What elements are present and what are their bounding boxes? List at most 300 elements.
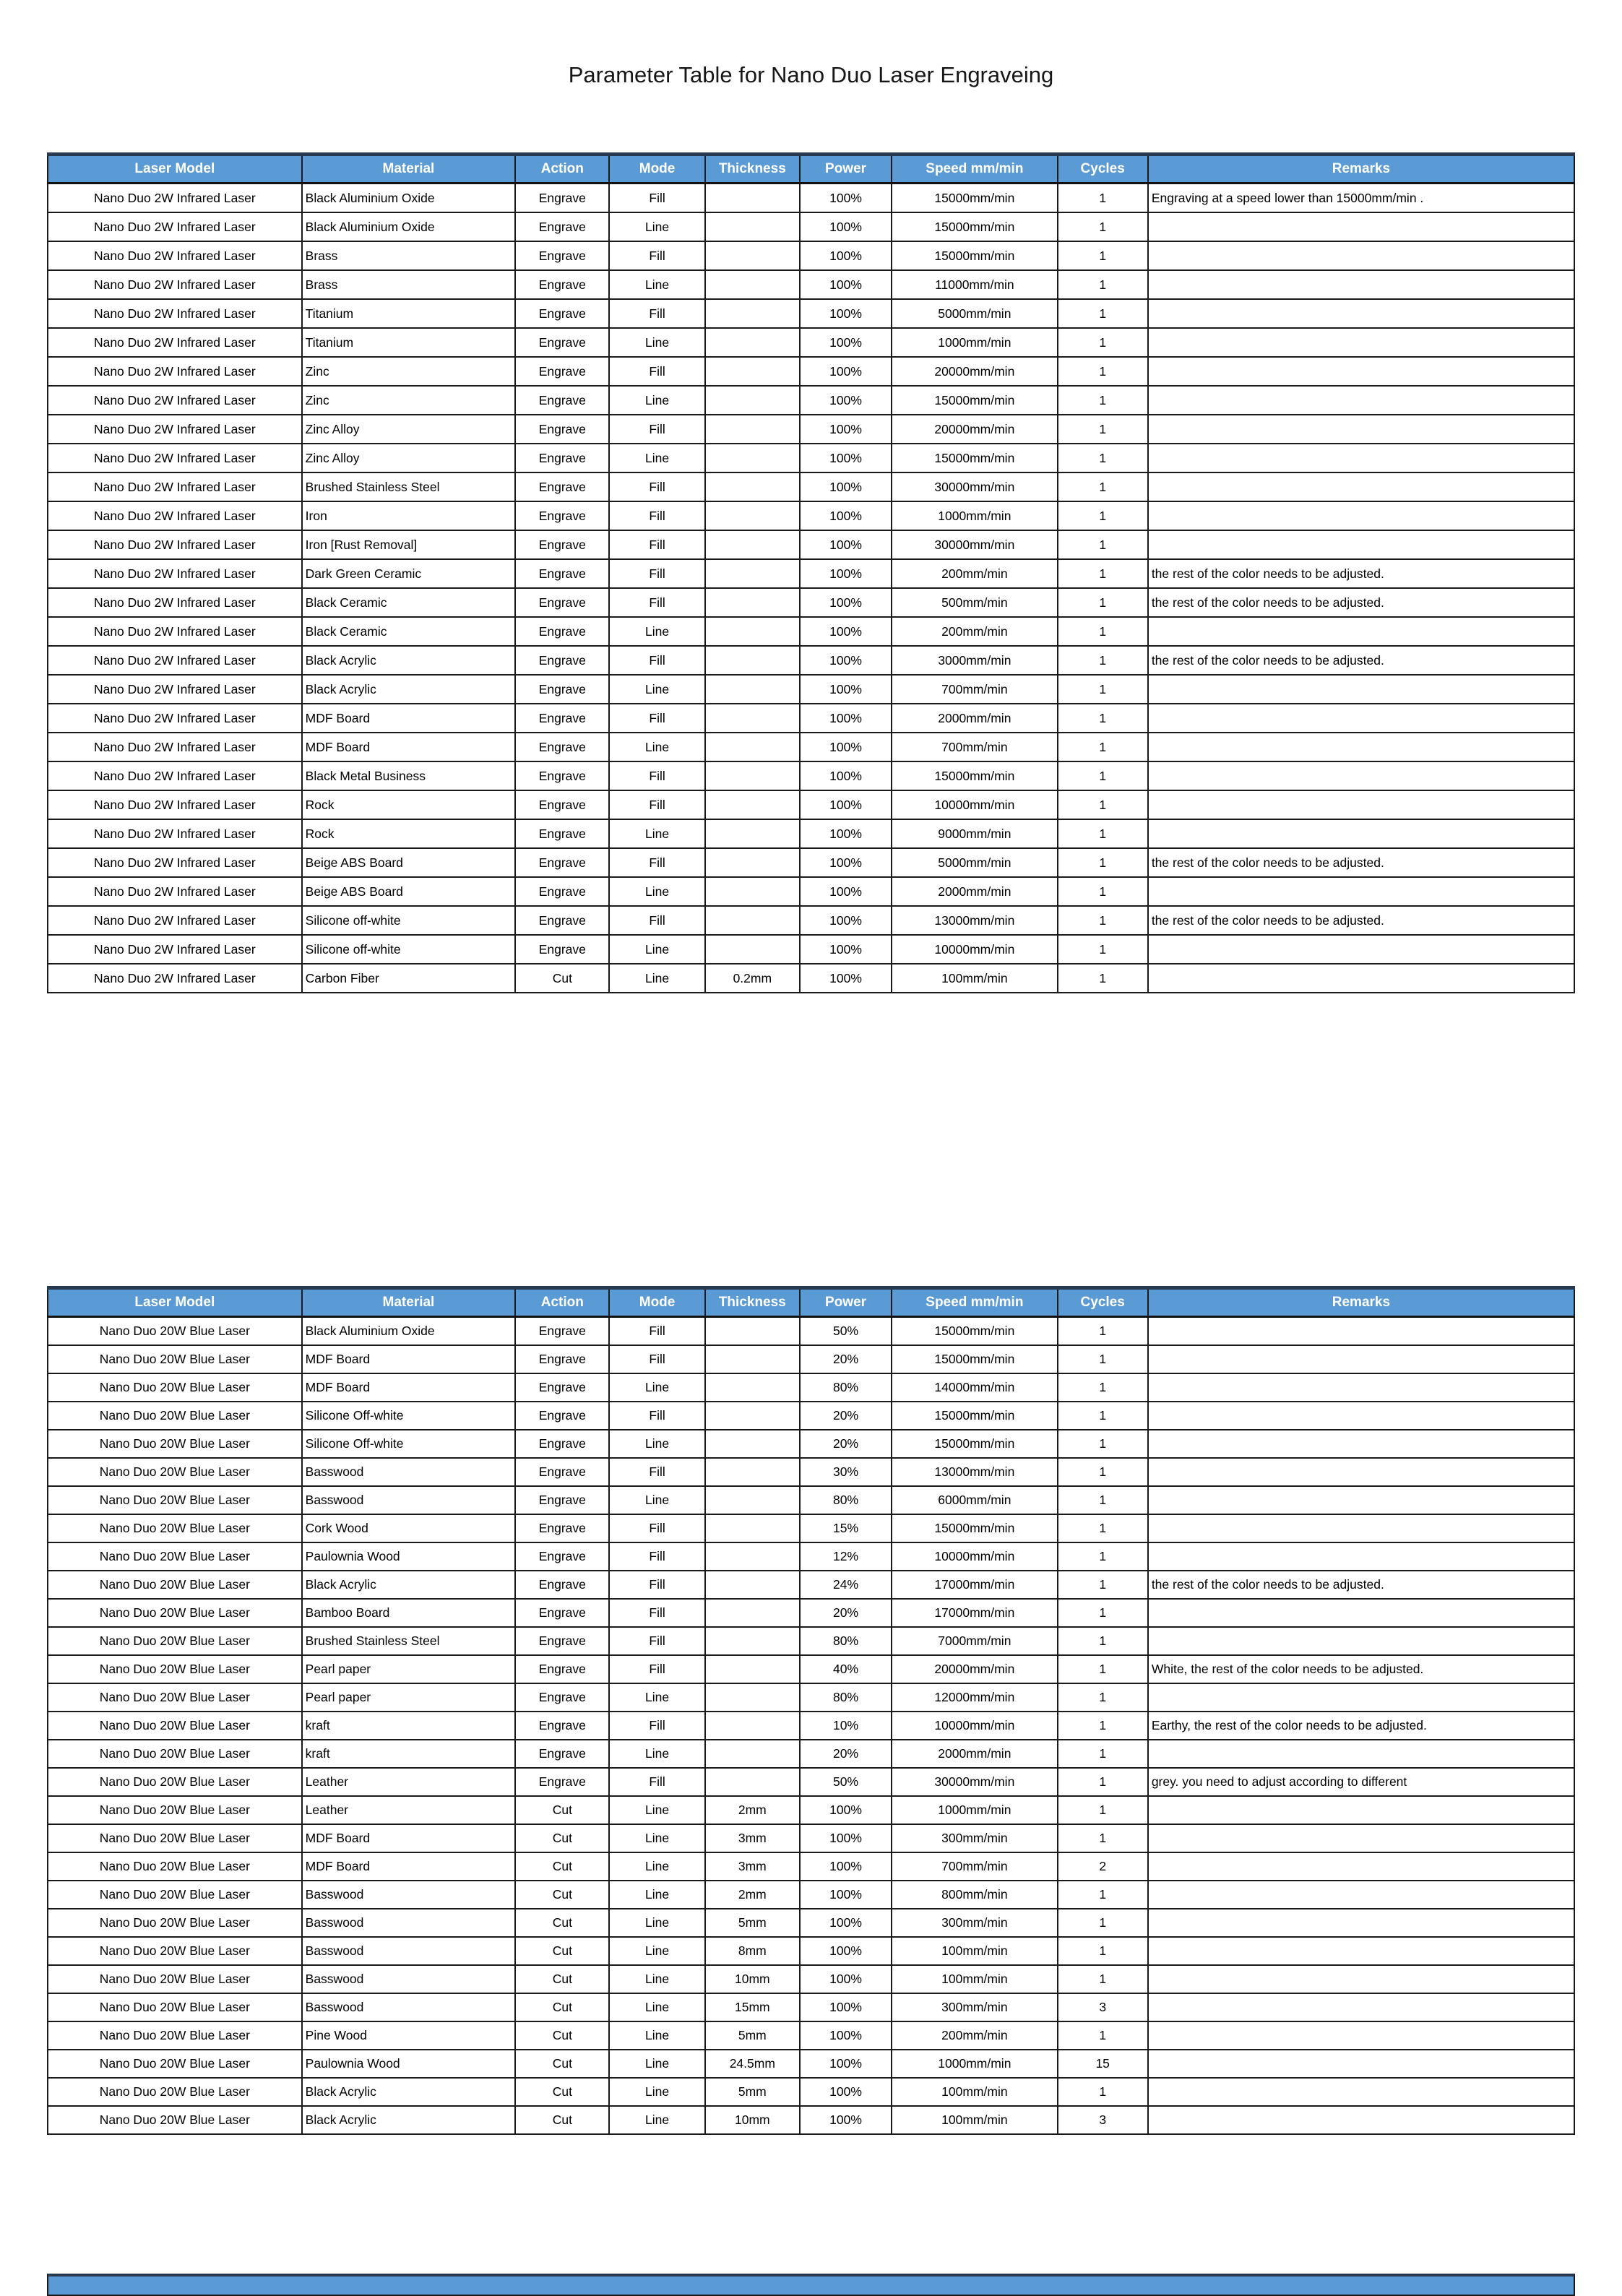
power-cell: 100%	[800, 2078, 892, 2106]
power-cell: 20%	[800, 1345, 892, 1373]
thickness-cell	[705, 848, 800, 877]
power-cell: 100%	[800, 1993, 892, 2021]
speed-cell: 17000mm/min	[892, 1599, 1057, 1627]
column-header-material: Material	[302, 155, 516, 184]
action-cell: Cut	[515, 2078, 609, 2106]
thickness-cell: 8mm	[705, 1937, 800, 1965]
remarks-cell	[1148, 2050, 1574, 2078]
power-cell: 100%	[800, 877, 892, 906]
remarks-cell	[1148, 1317, 1574, 1346]
remarks-cell	[1148, 1402, 1574, 1430]
power-cell: 100%	[800, 790, 892, 819]
cycles-cell: 1	[1058, 1514, 1148, 1542]
laser-model-cell: Nano Duo 20W Blue Laser	[48, 1768, 302, 1796]
cycles-cell: 1	[1058, 935, 1148, 964]
remarks-cell	[1148, 2078, 1574, 2106]
speed-cell: 100mm/min	[892, 2106, 1057, 2134]
action-cell: Engrave	[515, 472, 609, 501]
mode-cell: Fill	[609, 1571, 704, 1599]
thickness-cell	[705, 1430, 800, 1458]
remarks-cell	[1148, 1683, 1574, 1712]
table-row	[48, 2021, 1574, 2050]
material-cell: Basswood	[302, 1937, 516, 1965]
table-row	[48, 1937, 1574, 1965]
remarks-cell: the rest of the color needs to be adjusted.	[1148, 559, 1574, 588]
speed-cell: 10000mm/min	[892, 935, 1057, 964]
speed-cell: 10000mm/min	[892, 790, 1057, 819]
material-cell: Rock	[302, 790, 516, 819]
remarks-cell	[1148, 357, 1574, 386]
mode-cell: Line	[609, 444, 704, 472]
column-header-power: Power	[800, 1288, 892, 1317]
action-cell: Engrave	[515, 1430, 609, 1458]
action-cell: Engrave	[515, 935, 609, 964]
table-row	[48, 1740, 1574, 1768]
table-row	[48, 877, 1574, 906]
table-row	[48, 1599, 1574, 1627]
power-cell: 100%	[800, 935, 892, 964]
cycles-cell: 1	[1058, 1317, 1148, 1346]
thickness-cell	[705, 675, 800, 704]
material-cell: Black Acrylic	[302, 2106, 516, 2134]
remarks-cell	[1148, 704, 1574, 733]
speed-cell: 7000mm/min	[892, 1627, 1057, 1655]
cycles-cell: 2	[1058, 1852, 1148, 1881]
material-cell: Black Aluminium Oxide	[302, 212, 516, 241]
material-cell: Titanium	[302, 299, 516, 328]
thickness-cell	[705, 733, 800, 761]
action-cell: Engrave	[515, 530, 609, 559]
table-row	[48, 1430, 1574, 1458]
remarks-cell: the rest of the color needs to be adjusted.	[1148, 588, 1574, 617]
speed-cell: 17000mm/min	[892, 1571, 1057, 1599]
remarks-cell	[1148, 935, 1574, 964]
table-row	[48, 1655, 1574, 1683]
table-row	[48, 1627, 1574, 1655]
power-cell: 100%	[800, 1937, 892, 1965]
column-header-cycles: Cycles	[1058, 1288, 1148, 1317]
remarks-cell	[1148, 1909, 1574, 1937]
mode-cell: Fill	[609, 1712, 704, 1740]
thickness-cell	[705, 1712, 800, 1740]
mode-cell: Fill	[609, 1514, 704, 1542]
thickness-cell	[705, 241, 800, 270]
table-row	[48, 790, 1574, 819]
header-row	[48, 155, 1574, 184]
laser-model-cell: Nano Duo 2W Infrared Laser	[48, 646, 302, 675]
laser-model-cell: Nano Duo 20W Blue Laser	[48, 1317, 302, 1346]
thickness-cell	[705, 357, 800, 386]
remarks-cell	[1148, 241, 1574, 270]
table-row	[48, 386, 1574, 415]
cycles-cell: 1	[1058, 1571, 1148, 1599]
cycles-cell: 1	[1058, 617, 1148, 646]
power-cell: 100%	[800, 212, 892, 241]
mode-cell: Line	[609, 1824, 704, 1852]
power-cell: 100%	[800, 1965, 892, 1993]
power-cell: 100%	[800, 472, 892, 501]
speed-cell: 10000mm/min	[892, 1712, 1057, 1740]
remarks-cell	[1148, 2021, 1574, 2050]
table-row	[48, 704, 1574, 733]
cutoff-table-header-bar	[47, 2274, 1575, 2296]
action-cell: Engrave	[515, 1599, 609, 1627]
laser-model-cell: Nano Duo 2W Infrared Laser	[48, 270, 302, 299]
material-cell: Pine Wood	[302, 2021, 516, 2050]
power-cell: 50%	[800, 1768, 892, 1796]
speed-cell: 1000mm/min	[892, 1796, 1057, 1824]
action-cell: Cut	[515, 1881, 609, 1909]
remarks-cell	[1148, 1993, 1574, 2021]
power-cell: 100%	[800, 2021, 892, 2050]
thickness-cell	[705, 790, 800, 819]
action-cell: Engrave	[515, 761, 609, 790]
thickness-cell: 3mm	[705, 1824, 800, 1852]
speed-cell: 1000mm/min	[892, 501, 1057, 530]
table-row	[48, 1881, 1574, 1909]
action-cell: Engrave	[515, 386, 609, 415]
thickness-cell	[705, 1740, 800, 1768]
laser-model-cell: Nano Duo 2W Infrared Laser	[48, 935, 302, 964]
material-cell: Iron [Rust Removal]	[302, 530, 516, 559]
thickness-cell	[705, 819, 800, 848]
column-header-action: Action	[515, 1288, 609, 1317]
material-cell: MDF Board	[302, 1852, 516, 1881]
thickness-cell: 2mm	[705, 1796, 800, 1824]
speed-cell: 13000mm/min	[892, 1458, 1057, 1486]
cycles-cell: 1	[1058, 1881, 1148, 1909]
action-cell: Cut	[515, 2021, 609, 2050]
power-cell: 100%	[800, 501, 892, 530]
cycles-cell: 1	[1058, 761, 1148, 790]
material-cell: Zinc Alloy	[302, 415, 516, 444]
remarks-cell: the rest of the color needs to be adjusted.	[1148, 848, 1574, 877]
table-row	[48, 935, 1574, 964]
cycles-cell: 1	[1058, 2021, 1148, 2050]
power-cell: 15%	[800, 1514, 892, 1542]
speed-cell: 300mm/min	[892, 1824, 1057, 1852]
table-row	[48, 530, 1574, 559]
mode-cell: Line	[609, 2050, 704, 2078]
thickness-cell	[705, 1599, 800, 1627]
remarks-cell: Engraving at a speed lower than 15000mm/min .	[1148, 184, 1574, 213]
remarks-cell	[1148, 1796, 1574, 1824]
action-cell: Engrave	[515, 1768, 609, 1796]
speed-cell: 2000mm/min	[892, 1740, 1057, 1768]
speed-cell: 100mm/min	[892, 964, 1057, 993]
speed-cell: 5000mm/min	[892, 299, 1057, 328]
cycles-cell: 1	[1058, 559, 1148, 588]
action-cell: Cut	[515, 1824, 609, 1852]
power-cell: 100%	[800, 1881, 892, 1909]
thickness-cell: 10mm	[705, 1965, 800, 1993]
thickness-cell	[705, 1373, 800, 1402]
mode-cell: Fill	[609, 761, 704, 790]
power-cell: 100%	[800, 386, 892, 415]
table-row	[48, 1458, 1574, 1486]
speed-cell: 15000mm/min	[892, 1345, 1057, 1373]
action-cell: Cut	[515, 1909, 609, 1937]
power-cell: 100%	[800, 617, 892, 646]
material-cell: Black Aluminium Oxide	[302, 184, 516, 213]
thickness-cell: 0.2mm	[705, 964, 800, 993]
remarks-cell	[1148, 212, 1574, 241]
power-cell: 80%	[800, 1627, 892, 1655]
action-cell: Engrave	[515, 704, 609, 733]
laser-model-cell: Nano Duo 20W Blue Laser	[48, 1796, 302, 1824]
table-row	[48, 2078, 1574, 2106]
table-row	[48, 2106, 1574, 2134]
material-cell: Beige ABS Board	[302, 848, 516, 877]
action-cell: Engrave	[515, 501, 609, 530]
speed-cell: 15000mm/min	[892, 1317, 1057, 1346]
mode-cell: Fill	[609, 501, 704, 530]
mode-cell: Line	[609, 1740, 704, 1768]
action-cell: Cut	[515, 2050, 609, 2078]
header-row	[48, 1288, 1574, 1317]
action-cell: Engrave	[515, 328, 609, 357]
action-cell: Engrave	[515, 1542, 609, 1571]
speed-cell: 300mm/min	[892, 1993, 1057, 2021]
material-cell: Basswood	[302, 1965, 516, 1993]
cycles-cell: 1	[1058, 1599, 1148, 1627]
mode-cell: Line	[609, 964, 704, 993]
laser-model-cell: Nano Duo 2W Infrared Laser	[48, 906, 302, 935]
remarks-cell	[1148, 415, 1574, 444]
laser-model-cell: Nano Duo 2W Infrared Laser	[48, 675, 302, 704]
table-row	[48, 299, 1574, 328]
remarks-cell	[1148, 964, 1574, 993]
material-cell: Paulownia Wood	[302, 1542, 516, 1571]
action-cell: Engrave	[515, 1683, 609, 1712]
cycles-cell: 1	[1058, 1796, 1148, 1824]
remarks-cell: grey. you need to adjust according to different	[1148, 1768, 1574, 1796]
laser-model-cell: Nano Duo 20W Blue Laser	[48, 1430, 302, 1458]
laser-model-cell: Nano Duo 20W Blue Laser	[48, 1881, 302, 1909]
mode-cell: Line	[609, 1852, 704, 1881]
power-cell: 100%	[800, 1909, 892, 1937]
cycles-cell: 1	[1058, 241, 1148, 270]
mode-cell: Line	[609, 1430, 704, 1458]
mode-cell: Line	[609, 1993, 704, 2021]
laser-model-cell: Nano Duo 2W Infrared Laser	[48, 472, 302, 501]
thickness-cell	[705, 906, 800, 935]
cycles-cell: 1	[1058, 386, 1148, 415]
thickness-cell	[705, 212, 800, 241]
thickness-cell	[705, 444, 800, 472]
remarks-cell	[1148, 790, 1574, 819]
table-row	[48, 1683, 1574, 1712]
material-cell: Iron	[302, 501, 516, 530]
mode-cell: Fill	[609, 299, 704, 328]
thickness-cell: 5mm	[705, 1909, 800, 1937]
laser-model-cell: Nano Duo 20W Blue Laser	[48, 1627, 302, 1655]
action-cell: Engrave	[515, 1571, 609, 1599]
mode-cell: Fill	[609, 790, 704, 819]
column-header-mode: Mode	[609, 1288, 704, 1317]
mode-cell: Line	[609, 675, 704, 704]
table-row	[48, 1965, 1574, 1993]
remarks-cell: the rest of the color needs to be adjusted.	[1148, 646, 1574, 675]
table-row	[48, 1345, 1574, 1373]
mode-cell: Fill	[609, 588, 704, 617]
cycles-cell: 1	[1058, 1965, 1148, 1993]
remarks-cell	[1148, 1627, 1574, 1655]
material-cell: Brass	[302, 270, 516, 299]
remarks-cell	[1148, 299, 1574, 328]
power-cell: 100%	[800, 357, 892, 386]
speed-cell: 15000mm/min	[892, 212, 1057, 241]
mode-cell: Line	[609, 1965, 704, 1993]
material-cell: Silicone Off-white	[302, 1402, 516, 1430]
action-cell: Cut	[515, 1937, 609, 1965]
action-cell: Engrave	[515, 1712, 609, 1740]
speed-cell: 200mm/min	[892, 559, 1057, 588]
mode-cell: Line	[609, 1486, 704, 1514]
speed-cell: 15000mm/min	[892, 761, 1057, 790]
remarks-cell	[1148, 617, 1574, 646]
table-row	[48, 415, 1574, 444]
mode-cell: Fill	[609, 704, 704, 733]
speed-cell: 500mm/min	[892, 588, 1057, 617]
speed-cell: 1000mm/min	[892, 328, 1057, 357]
power-cell: 80%	[800, 1683, 892, 1712]
remarks-cell: White, the rest of the color needs to be adjusted.	[1148, 1655, 1574, 1683]
action-cell: Engrave	[515, 906, 609, 935]
laser-model-cell: Nano Duo 20W Blue Laser	[48, 1486, 302, 1514]
cycles-cell: 1	[1058, 1712, 1148, 1740]
mode-cell: Fill	[609, 241, 704, 270]
action-cell: Cut	[515, 1852, 609, 1881]
material-cell: Silicone Off-white	[302, 1430, 516, 1458]
mode-cell: Fill	[609, 646, 704, 675]
cycles-cell: 1	[1058, 790, 1148, 819]
mode-cell: Line	[609, 733, 704, 761]
cycles-cell: 1	[1058, 1909, 1148, 1937]
remarks-cell	[1148, 1965, 1574, 1993]
material-cell: Black Acrylic	[302, 646, 516, 675]
power-cell: 40%	[800, 1655, 892, 1683]
table-row	[48, 357, 1574, 386]
column-header-action: Action	[515, 155, 609, 184]
cycles-cell: 1	[1058, 299, 1148, 328]
power-cell: 100%	[800, 906, 892, 935]
laser-model-cell: Nano Duo 2W Infrared Laser	[48, 328, 302, 357]
table-row	[48, 1993, 1574, 2021]
thickness-cell	[705, 704, 800, 733]
remarks-cell	[1148, 501, 1574, 530]
thickness-cell	[705, 1458, 800, 1486]
cycles-cell: 1	[1058, 1768, 1148, 1796]
power-cell: 100%	[800, 1824, 892, 1852]
material-cell: Zinc	[302, 386, 516, 415]
remarks-cell	[1148, 1599, 1574, 1627]
power-cell: 80%	[800, 1373, 892, 1402]
column-header-laser-model: Laser Model	[48, 1288, 302, 1317]
action-cell: Engrave	[515, 184, 609, 213]
table-row	[48, 617, 1574, 646]
table-row	[48, 906, 1574, 935]
material-cell: Brushed Stainless Steel	[302, 472, 516, 501]
cycles-cell: 3	[1058, 1993, 1148, 2021]
cycles-cell: 1	[1058, 704, 1148, 733]
mode-cell: Fill	[609, 184, 704, 213]
page-title: Parameter Table for Nano Duo Laser Engraveing	[568, 62, 1054, 87]
laser-model-cell: Nano Duo 20W Blue Laser	[48, 1937, 302, 1965]
material-cell: kraft	[302, 1740, 516, 1768]
power-cell: 100%	[800, 2106, 892, 2134]
remarks-cell	[1148, 444, 1574, 472]
table-row	[48, 1712, 1574, 1740]
laser-model-cell: Nano Duo 2W Infrared Laser	[48, 530, 302, 559]
speed-cell: 100mm/min	[892, 1965, 1057, 1993]
laser-model-cell: Nano Duo 20W Blue Laser	[48, 1458, 302, 1486]
mode-cell: Fill	[609, 415, 704, 444]
table-row	[48, 472, 1574, 501]
table-row	[48, 241, 1574, 270]
power-cell: 100%	[800, 1796, 892, 1824]
material-cell: Brushed Stainless Steel	[302, 1627, 516, 1655]
cycles-cell: 1	[1058, 848, 1148, 877]
laser-model-cell: Nano Duo 20W Blue Laser	[48, 2021, 302, 2050]
table-row	[48, 1824, 1574, 1852]
mode-cell: Fill	[609, 1542, 704, 1571]
thickness-cell: 10mm	[705, 2106, 800, 2134]
power-cell: 24%	[800, 1571, 892, 1599]
laser-model-cell: Nano Duo 20W Blue Laser	[48, 2078, 302, 2106]
mode-cell: Fill	[609, 1655, 704, 1683]
action-cell: Engrave	[515, 617, 609, 646]
thickness-cell	[705, 588, 800, 617]
laser-model-cell: Nano Duo 20W Blue Laser	[48, 1402, 302, 1430]
table-row	[48, 2050, 1574, 2078]
laser-model-cell: Nano Duo 20W Blue Laser	[48, 1599, 302, 1627]
thickness-cell: 5mm	[705, 2021, 800, 2050]
mode-cell: Line	[609, 1373, 704, 1402]
thickness-cell	[705, 386, 800, 415]
mode-cell: Fill	[609, 1768, 704, 1796]
material-cell: MDF Board	[302, 1345, 516, 1373]
power-cell: 100%	[800, 646, 892, 675]
power-cell: 100%	[800, 241, 892, 270]
cycles-cell: 1	[1058, 184, 1148, 213]
action-cell: Engrave	[515, 790, 609, 819]
material-cell: Leather	[302, 1796, 516, 1824]
column-header-laser-model: Laser Model	[48, 155, 302, 184]
mode-cell: Fill	[609, 530, 704, 559]
table-row	[48, 1909, 1574, 1937]
remarks-cell	[1148, 1937, 1574, 1965]
power-cell: 100%	[800, 184, 892, 213]
laser-model-cell: Nano Duo 2W Infrared Laser	[48, 588, 302, 617]
remarks-cell	[1148, 819, 1574, 848]
laser-model-cell: Nano Duo 20W Blue Laser	[48, 1993, 302, 2021]
thickness-cell	[705, 1655, 800, 1683]
table-row	[48, 1542, 1574, 1571]
table-row	[48, 501, 1574, 530]
action-cell: Engrave	[515, 588, 609, 617]
thickness-cell	[705, 935, 800, 964]
laser-model-cell: Nano Duo 2W Infrared Laser	[48, 704, 302, 733]
table-row	[48, 733, 1574, 761]
remarks-cell: the rest of the color needs to be adjusted.	[1148, 906, 1574, 935]
material-cell: Black Acrylic	[302, 2078, 516, 2106]
speed-cell: 15000mm/min	[892, 241, 1057, 270]
material-cell: Basswood	[302, 1881, 516, 1909]
speed-cell: 10000mm/min	[892, 1542, 1057, 1571]
table-row	[48, 184, 1574, 213]
laser-model-cell: Nano Duo 20W Blue Laser	[48, 1824, 302, 1852]
